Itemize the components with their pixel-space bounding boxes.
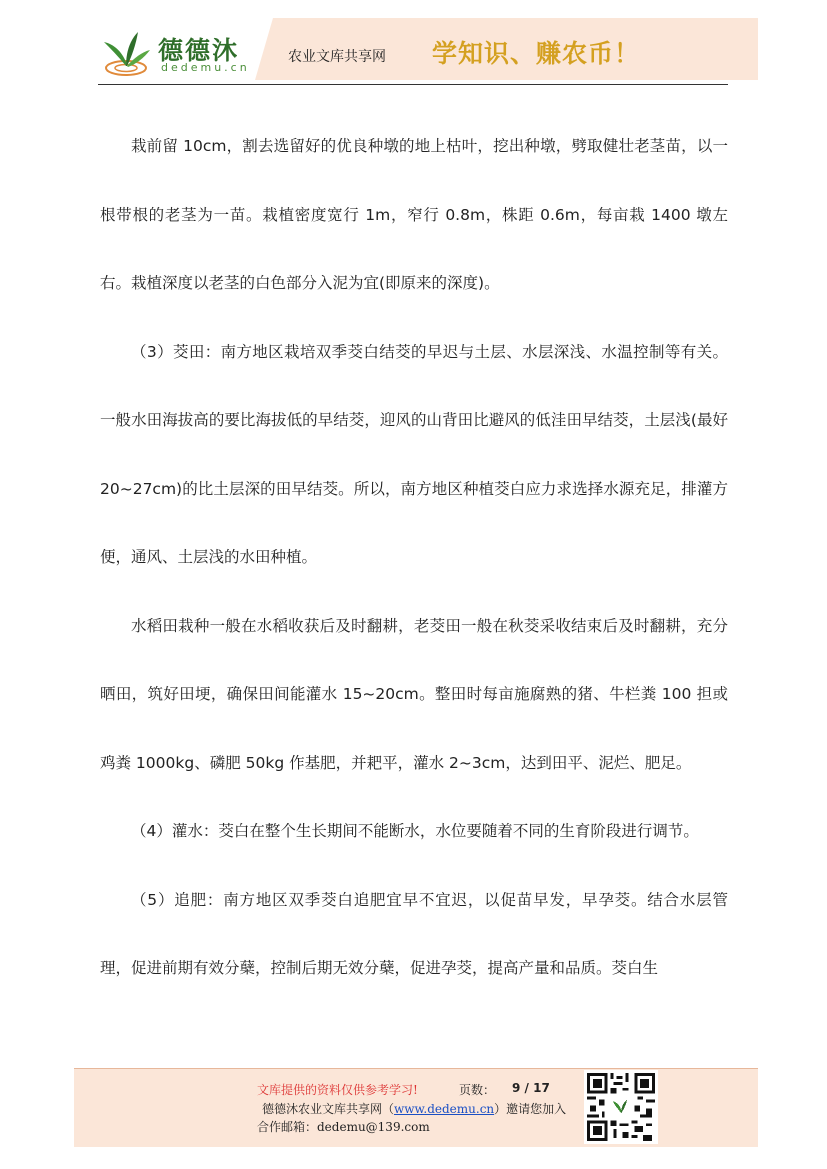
- paragraph: （4）灌水：茭白在整个生长期间不能断水，水位要随着不同的生育阶段进行调节。: [131, 822, 699, 840]
- site-link[interactable]: www.dedemu.cn: [394, 1102, 495, 1116]
- paragraph: 水稻田栽种一般在水稻收获后及时翻耕，老茭田一般在秋茭采收结束后及时翻耕，充分晒田，筑好田埂，确保田间能灌水 15~20cm。整田时每亩施腐熟的猪、牛栏粪 100 担或鸡粪 1000kg、磷肥 50kg 作基肥，并耙平，灌水 2~3cm，达到田平、泥烂、肥足。: [100, 616, 728, 772]
- qr-code-icon: [584, 1070, 658, 1144]
- invite-prefix: 德德沐农业文库共享网（: [262, 1102, 395, 1116]
- page-count-label: 页数：: [459, 1083, 496, 1097]
- slogan: 学知识、赚农币！: [432, 39, 641, 68]
- page-count: 9 / 17: [512, 1081, 550, 1095]
- logo-domain: dedemu.cn: [161, 61, 250, 74]
- invite-suffix: ）邀请您加入: [494, 1102, 567, 1116]
- page-header: [0, 0, 827, 90]
- footer-invite: [262, 1100, 566, 1117]
- contact-email: 合作邮箱：dedemu@139.com: [257, 1120, 430, 1134]
- document-body: [100, 112, 728, 1003]
- page-footer: [74, 1069, 758, 1147]
- footer-notice: 文库提供的资料仅供参考学习!: [257, 1083, 418, 1097]
- site-name: 农业文库共享网: [288, 49, 386, 65]
- header-divider: [98, 84, 728, 85]
- paragraph: 栽前留 10cm，割去选留好的优良种墩的地上枯叶，挖出种墩，劈取健壮老茎苗，以一根带根的老茎为一苗。栽植密度宽行 1m，窄行 0.8m，株距 0.6m，每亩栽 1400 墩左右。栽植深度以老茎的白色部分入泥为宜(即原来的深度)。: [100, 137, 728, 292]
- paragraph: （5）追肥：南方地区双季茭白追肥宜早不宜迟，以促苗早发，早孕茭。结合水层管理，促进前期有效分蘖，控制后期无效分蘖，促进孕茭，提高产量和品质。茭白生: [100, 890, 728, 977]
- leaf-logo-icon: [100, 28, 152, 78]
- logo-name: 德德沐: [158, 36, 240, 65]
- paragraph: （3）茭田：南方地区栽培双季茭白结茭的早迟与土层、水层深浅、水温控制等有关。一般水田海拔高的要比海拔低的早结茭，迎风的山背田比避风的低洼田早结茭，土层浅(最好 20~27cm)的比土层深的田早结茭。所以，南方地区种植茭白应力求选择水源充足，排灌方便，通风、土层浅的水田种植。: [100, 342, 728, 566]
